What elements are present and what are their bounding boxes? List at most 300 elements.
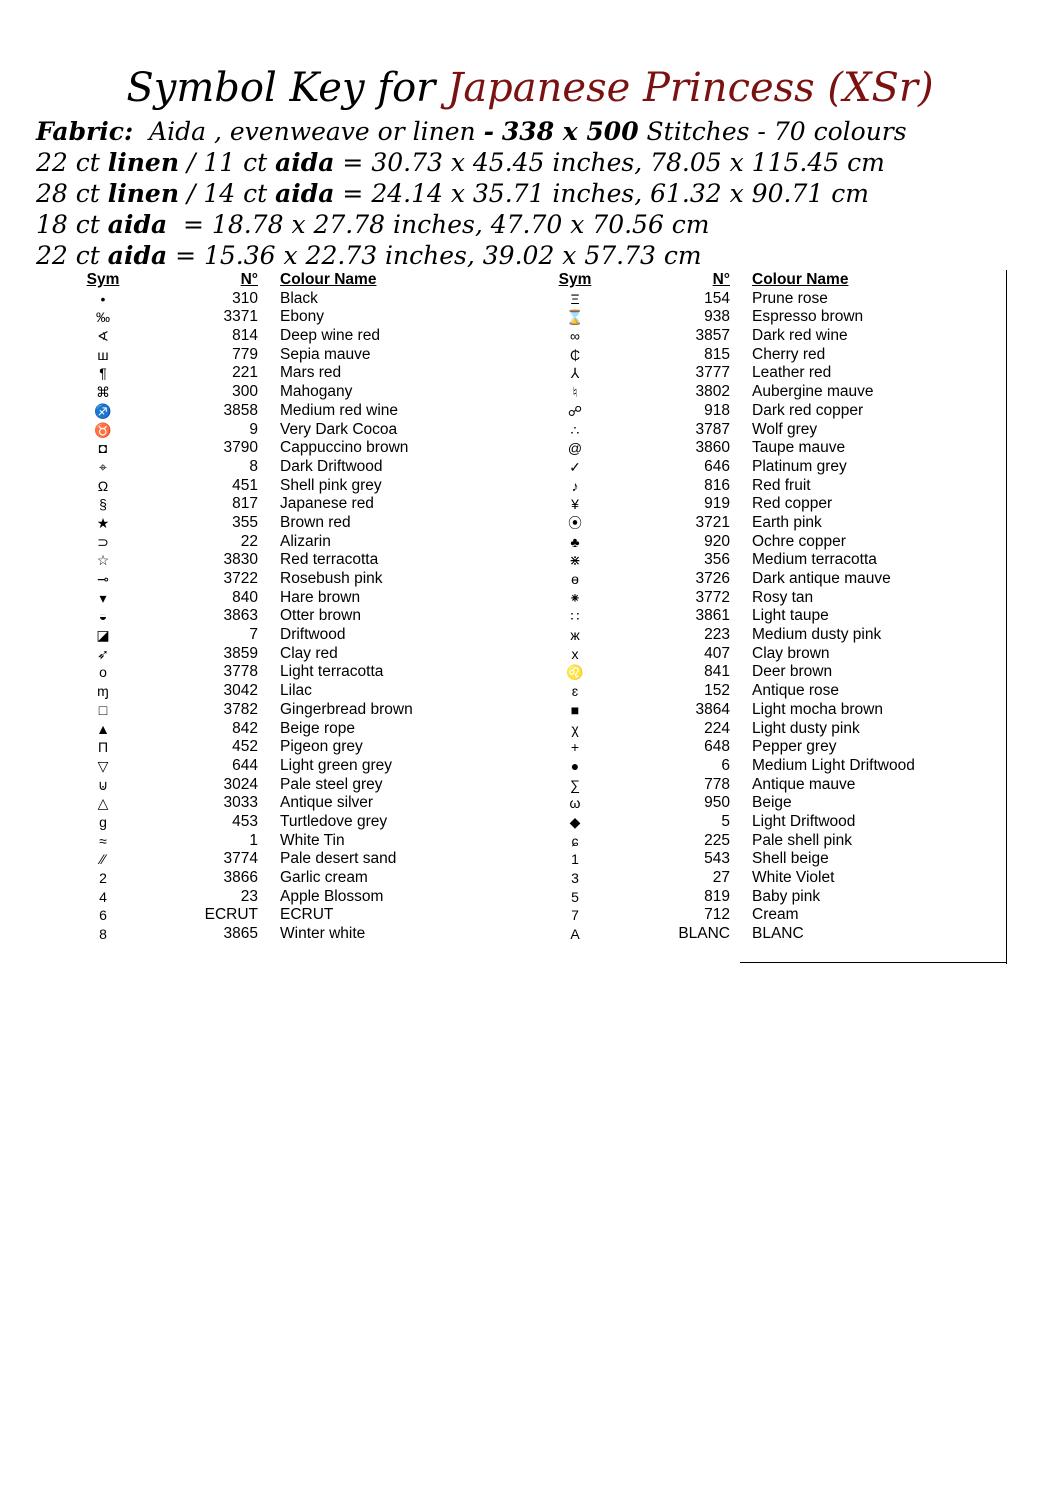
colour-name: Wolf grey: [752, 420, 818, 438]
colour-name: Light dusty pink: [752, 719, 860, 737]
colour-name: Garlic cream: [280, 869, 368, 886]
thread-number: 453: [232, 812, 258, 830]
stitch-symbol: Π: [97, 739, 109, 756]
thread-number: 5: [721, 812, 730, 830]
key-row: [552, 925, 952, 944]
thread-number: 920: [704, 532, 730, 550]
stitch-symbol: ¥: [571, 496, 579, 513]
colour-name: Cream: [752, 906, 799, 924]
key-row: [80, 888, 480, 907]
colour-name: Cherry red: [752, 345, 826, 363]
colour-name: Dark antique mauve: [752, 570, 891, 587]
sym-header: Sym: [558, 271, 592, 288]
thread-number: 3857: [695, 327, 730, 345]
key-row: [80, 383, 480, 402]
key-row: [552, 514, 952, 533]
colour-name: Japanese red: [280, 495, 374, 513]
colour-name: Black: [280, 289, 318, 307]
colour-name: Earth pink: [752, 513, 822, 531]
colour-name: Red fruit: [752, 476, 811, 494]
stitch-symbol: 2: [99, 870, 107, 886]
number-header: N°: [240, 271, 258, 288]
stitch-symbol: ☆: [96, 552, 110, 569]
thread-number: 22: [240, 532, 258, 550]
thread-number: 3777: [695, 364, 730, 382]
colour-name: Very Dark Cocoa: [280, 420, 398, 438]
key-row: [552, 906, 952, 925]
stitch-symbol: △: [97, 795, 109, 812]
stitch-symbol: Ξ: [570, 290, 580, 307]
key-row: [552, 757, 952, 776]
key-row: [552, 364, 952, 383]
thread-number: 3774: [223, 850, 258, 868]
thread-number: 3858: [223, 401, 258, 419]
fabric-info: [36, 116, 907, 271]
key-row: [552, 402, 952, 421]
stitch-symbol: χ: [571, 720, 579, 737]
colour-name: Light terracotta: [280, 663, 384, 681]
key-row: [552, 327, 952, 346]
key-row: [552, 589, 952, 608]
colour-name: Shell pink grey: [280, 476, 382, 494]
thread-number: 310: [232, 289, 258, 307]
thread-number: 819: [704, 887, 730, 905]
thread-number: 918: [704, 401, 730, 419]
thread-number: 3865: [223, 925, 258, 943]
stitch-symbol: ω: [569, 795, 581, 812]
thread-number: 3371: [223, 308, 258, 326]
size-line: [36, 178, 907, 209]
column-header: [80, 271, 480, 290]
table-bottom-border: [740, 962, 1007, 963]
thread-number: 8: [249, 457, 258, 475]
stitch-symbol: o: [99, 664, 107, 681]
stitch-symbol: 1: [571, 851, 579, 868]
colour-name: Deer brown: [752, 663, 833, 681]
thread-number: 3802: [695, 383, 730, 401]
key-row: [552, 645, 952, 664]
thread-number: 452: [232, 738, 258, 756]
key-row: [552, 626, 952, 645]
stitch-symbol: ♣: [570, 533, 580, 550]
key-row: [80, 663, 480, 682]
colour-name: White Violet: [752, 869, 835, 886]
key-row: [552, 832, 952, 851]
thread-number: 3772: [695, 588, 730, 606]
stitch-symbol: 7: [571, 907, 579, 924]
thread-number: 3860: [695, 439, 730, 457]
size-dimensions: = 15.36 x 22.73 inches, 39.02 x 57.73 cm: [167, 241, 702, 270]
stitch-symbol: ✓: [569, 458, 581, 475]
size-dimensions: = 30.73 x 45.45 inches, 78.05 x 115.45 cm: [334, 148, 885, 177]
thread-number: 27: [712, 869, 730, 886]
symbol-key-right-column: [552, 271, 952, 944]
fabric-dash: -: [483, 117, 494, 146]
colour-name: Pale shell pink: [752, 831, 852, 849]
thread-number: 3033: [223, 794, 258, 812]
key-row: [80, 327, 480, 346]
colour-name: Gingerbread brown: [280, 700, 413, 718]
thread-number: 355: [232, 513, 258, 531]
key-row: [552, 308, 952, 327]
colour-name: Mars red: [280, 364, 342, 382]
key-row: [80, 290, 480, 309]
colour-name: Antique mauve: [752, 775, 856, 793]
stitch-symbol: ш: [97, 346, 109, 363]
colour-name: Alizarin: [280, 532, 331, 550]
key-row: [552, 776, 952, 795]
colour-name: Prune rose: [752, 289, 828, 307]
stitch-symbol: ж: [570, 627, 580, 644]
stitch-symbol: ♉: [94, 421, 112, 438]
key-row: [80, 533, 480, 552]
key-row: [80, 308, 480, 327]
colour-name: Baby pink: [752, 887, 821, 905]
thread-number: 648: [704, 738, 730, 756]
thread-number: 6: [721, 756, 730, 774]
key-row: [80, 645, 480, 664]
colour-name: Pepper grey: [752, 738, 837, 756]
size-count: / 11 ct: [179, 148, 276, 177]
size-count: 22 ct: [36, 241, 108, 270]
page-title: [0, 58, 1060, 118]
thread-number: 154: [704, 289, 730, 307]
size-fabric: linen: [107, 179, 180, 208]
colour-name: Otter brown: [280, 607, 361, 625]
symbol-key-left-column: [80, 271, 480, 944]
size-count: 28 ct: [36, 179, 108, 208]
size-dimensions: = 18.78 x 27.78 inches, 47.70 x 70.56 cm: [167, 210, 710, 239]
colour-name: Pigeon grey: [280, 738, 363, 756]
thread-number: 3726: [695, 570, 730, 587]
stitch-symbol: 5: [571, 888, 579, 905]
key-row: [80, 514, 480, 533]
stitch-symbol: 3: [571, 870, 579, 886]
size-count: 22 ct: [36, 148, 108, 177]
colour-name: BLANC: [752, 925, 804, 943]
thread-number: 3864: [695, 700, 730, 718]
colour-name: Apple Blossom: [280, 887, 384, 905]
stitch-symbol: @: [567, 440, 583, 457]
colour-name: Ochre copper: [752, 532, 846, 550]
thread-number: 841: [704, 663, 730, 681]
key-row: [552, 607, 952, 626]
stitch-symbol: ◆: [569, 813, 581, 830]
colour-name: Clay brown: [752, 644, 830, 662]
key-row: [552, 738, 952, 757]
stitch-symbol: ⌘: [96, 384, 110, 401]
key-row: [80, 906, 480, 925]
stitch-symbol: ‰: [96, 309, 110, 326]
key-row: [552, 551, 952, 570]
thread-number: 224: [704, 719, 730, 737]
key-row: [80, 701, 480, 720]
colour-name: Red copper: [752, 495, 833, 513]
key-row: [80, 626, 480, 645]
size-fabric: aida: [275, 148, 335, 177]
colour-name: Dark red copper: [752, 401, 864, 419]
stitch-symbol: ¶: [99, 365, 107, 382]
stitch-symbol: ɱ: [97, 683, 109, 700]
key-row: [80, 551, 480, 570]
colour-name: Taupe mauve: [752, 439, 846, 457]
key-row: [80, 402, 480, 421]
column-header: [552, 271, 952, 290]
key-row: [80, 439, 480, 458]
colour-name: Deep wine red: [280, 327, 380, 345]
colour-name: Dark red wine: [752, 327, 848, 345]
colour-name-header: Colour Name: [752, 271, 849, 288]
key-row: [552, 439, 952, 458]
key-row: [80, 458, 480, 477]
thread-number: 3787: [695, 420, 730, 438]
thread-number: 644: [232, 756, 258, 774]
thread-number: 221: [232, 364, 258, 382]
key-row: [80, 794, 480, 813]
colour-name: Pale desert sand: [280, 850, 397, 868]
key-row: [80, 832, 480, 851]
stitch-symbol: ⦿: [568, 514, 582, 531]
thread-number: 3861: [695, 607, 730, 625]
thread-number: 543: [704, 850, 730, 868]
colour-name: Sepia mauve: [280, 345, 371, 363]
thread-number: 815: [704, 345, 730, 363]
stitch-symbol: ⁄⁄: [100, 851, 106, 868]
stitch-symbol: ♐: [94, 402, 112, 419]
colour-name: Turtledove grey: [280, 812, 388, 830]
size-fabric: linen: [107, 148, 180, 177]
colour-name: Brown red: [280, 513, 351, 531]
sym-header: Sym: [86, 271, 120, 288]
colour-name: Ebony: [280, 308, 324, 326]
key-row: [80, 776, 480, 795]
stitch-symbol: ◘: [98, 440, 108, 457]
stitch-symbol: ♮: [572, 384, 578, 401]
stitch-symbol: ●: [570, 757, 580, 774]
stitch-dimensions: 338 x 500: [501, 117, 639, 146]
stitch-symbol: ♪: [571, 477, 579, 494]
key-row: [552, 570, 952, 589]
key-row: [80, 850, 480, 869]
stitch-symbol: ∢: [97, 328, 109, 345]
key-row: [80, 757, 480, 776]
stitch-symbol: ⊍: [97, 776, 109, 793]
title-pattern-name: Japanese Princess (XSr): [447, 65, 934, 111]
thread-number: 3830: [223, 551, 258, 569]
key-row: [552, 720, 952, 739]
thread-number: 816: [704, 476, 730, 494]
stitch-symbol: ɛ: [571, 683, 579, 700]
colour-name: Clay red: [280, 644, 338, 662]
colour-name: Rosebush pink: [280, 570, 383, 587]
thread-number: 3024: [223, 775, 258, 793]
thread-number: 814: [232, 327, 258, 345]
thread-number: 407: [704, 644, 730, 662]
key-row: [80, 589, 480, 608]
stitch-symbol: □: [98, 701, 108, 718]
stitch-symbol: ₵: [569, 346, 581, 363]
stitch-symbol: ∷: [570, 608, 580, 625]
stitch-symbol: ∞: [570, 328, 580, 345]
number-header: N°: [712, 271, 730, 288]
key-row: [552, 682, 952, 701]
colour-name: Cappuccino brown: [280, 439, 409, 457]
stitch-symbol: ■: [570, 701, 580, 718]
stitch-symbol: Ω: [97, 477, 109, 494]
thread-number: 152: [704, 682, 730, 700]
fabric-line: [36, 116, 907, 147]
colour-name: Driftwood: [280, 626, 346, 644]
key-row: [552, 290, 952, 309]
thread-number: 712: [704, 906, 730, 924]
stitch-symbol: 8: [99, 926, 107, 943]
stitch-symbol: ∑: [570, 776, 580, 793]
key-row: [80, 813, 480, 832]
key-row: [552, 813, 952, 832]
colour-name: Platinum grey: [752, 457, 847, 475]
size-fabric: aida: [107, 241, 168, 270]
stitch-symbol: 4: [99, 888, 107, 905]
colour-name: ECRUT: [280, 906, 334, 924]
colour-name: Light green grey: [280, 756, 393, 774]
thread-number: 3859: [223, 644, 258, 662]
key-row: [80, 925, 480, 944]
size-fabric: aida: [275, 179, 335, 208]
thread-number: 225: [704, 831, 730, 849]
key-row: [80, 570, 480, 589]
thread-number: 223: [704, 626, 730, 644]
colour-name: Antique silver: [280, 794, 374, 812]
table-right-border: [1006, 270, 1007, 964]
colour-name: Light mocha brown: [752, 700, 883, 718]
stitch-symbol: 6: [99, 907, 107, 924]
key-row: [552, 458, 952, 477]
size-line: [36, 209, 907, 240]
thread-number: 842: [232, 719, 258, 737]
colour-name: Antique rose: [752, 682, 840, 700]
stitch-symbol: ◪: [96, 627, 110, 644]
colour-name: Mahogany: [280, 383, 353, 401]
key-row: [552, 888, 952, 907]
thread-number: BLANC: [678, 925, 730, 943]
colour-name-header: Colour Name: [280, 271, 377, 288]
stitch-symbol: ☍: [567, 402, 583, 419]
colour-name: Medium red wine: [280, 401, 399, 419]
thread-number: 3721: [695, 513, 730, 531]
key-row: [552, 495, 952, 514]
stitch-symbol: ɵ: [571, 571, 579, 587]
colour-name: Medium dusty pink: [752, 626, 882, 644]
colour-name: Beige: [752, 794, 792, 812]
thread-number: 7: [249, 626, 258, 644]
stitch-symbol: x: [571, 645, 579, 662]
key-row: [552, 533, 952, 552]
colour-name: Light taupe: [752, 607, 829, 625]
colour-name: Medium Light Driftwood: [752, 756, 915, 774]
thread-number: ECRUT: [204, 906, 258, 924]
colour-name: Aubergine mauve: [752, 383, 874, 401]
stitch-count-text: Stitches - 70 colours: [646, 117, 907, 146]
colour-name: Winter white: [280, 925, 366, 943]
thread-number: 646: [704, 457, 730, 475]
size-fabric: aida: [107, 210, 168, 239]
thread-number: 950: [704, 794, 730, 812]
key-row: [552, 421, 952, 440]
colour-name: Shell beige: [752, 850, 829, 868]
thread-number: 23: [240, 887, 258, 905]
key-row: [552, 346, 952, 365]
thread-number: 3042: [223, 682, 258, 700]
colour-name: White Tin: [280, 831, 345, 849]
thread-number: 1: [249, 831, 258, 849]
fabric-label: Fabric:: [36, 117, 134, 146]
thread-number: 919: [704, 495, 730, 513]
stitch-symbol: ▾: [99, 589, 107, 606]
key-row: [80, 682, 480, 701]
key-row: [552, 794, 952, 813]
key-row: [552, 850, 952, 869]
size-count: 18 ct: [36, 210, 108, 239]
size-line: [36, 240, 907, 271]
size-count: / 14 ct: [179, 179, 276, 208]
key-row: [80, 364, 480, 383]
thread-number: 300: [232, 383, 258, 401]
thread-number: 938: [704, 308, 730, 326]
colour-name: Leather red: [752, 364, 832, 382]
stitch-symbol: ⁕: [569, 589, 581, 606]
thread-number: 840: [232, 588, 258, 606]
thread-number: 817: [232, 495, 258, 513]
stitch-symbol: ∴: [570, 421, 580, 438]
colour-name: Light Driftwood: [752, 812, 856, 830]
thread-number: 3722: [223, 570, 258, 587]
colour-name: Medium terracotta: [752, 551, 877, 569]
key-row: [80, 346, 480, 365]
thread-number: 9: [249, 420, 258, 438]
stitch-symbol: ⊃: [97, 533, 109, 550]
thread-number: 779: [232, 345, 258, 363]
thread-number: 778: [704, 775, 730, 793]
size-dimensions: = 24.14 x 35.71 inches, 61.32 x 90.71 cm: [334, 179, 869, 208]
thread-number: 3863: [223, 607, 258, 625]
stitch-symbol: ⅄: [570, 365, 580, 382]
stitch-symbol: §: [99, 496, 107, 513]
stitch-symbol: ⋇: [569, 552, 581, 569]
thread-number: 3782: [223, 700, 258, 718]
stitch-symbol: g: [99, 813, 107, 830]
stitch-symbol: ⊸: [97, 571, 109, 587]
stitch-symbol: ⌖: [99, 458, 107, 475]
stitch-symbol: +: [570, 739, 580, 756]
thread-number: 3866: [223, 869, 258, 886]
key-row: [80, 477, 480, 496]
fabric-types: Aida , evenweave or linen: [149, 117, 476, 146]
colour-name: Beige rope: [280, 719, 355, 737]
thread-number: 3790: [223, 439, 258, 457]
key-row: [552, 869, 952, 888]
colour-name: Dark Driftwood: [280, 457, 383, 475]
stitch-symbol: ➶: [97, 645, 109, 662]
key-row: [552, 477, 952, 496]
stitch-symbol: ◒: [98, 608, 108, 625]
thread-number: 451: [232, 476, 258, 494]
stitch-symbol: ▽: [97, 757, 109, 774]
key-row: [552, 663, 952, 682]
stitch-symbol: A: [570, 926, 580, 943]
key-row: [552, 701, 952, 720]
thread-number: 3778: [223, 663, 258, 681]
stitch-symbol: ♌: [566, 664, 584, 681]
